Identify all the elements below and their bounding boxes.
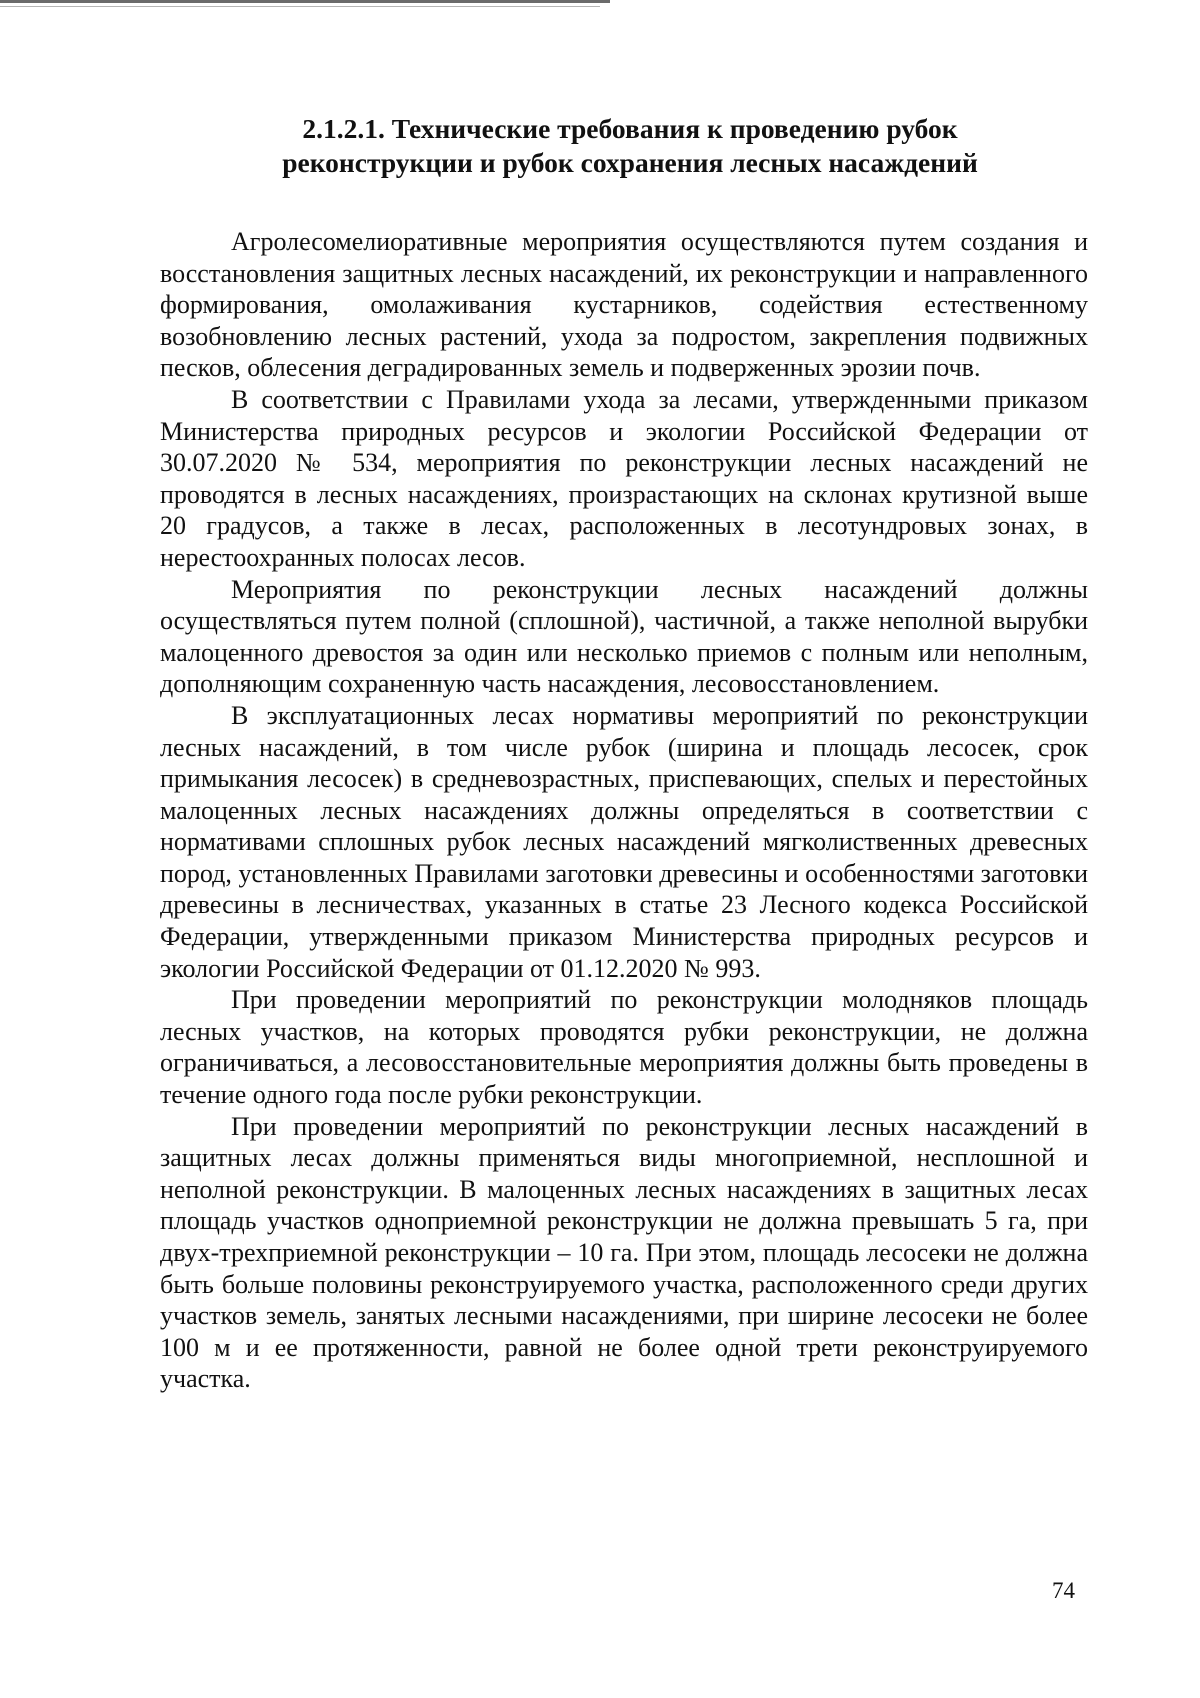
- paragraph-young-stands: При проведении мероприятий по реконструкции молодняков площадь лесных участков, на которых проводятся рубки реконструкции, не должна ограничиваться, а лесовосстановительные мероприятия должны быть проведены в течение одного года после рубки реконструкции.: [160, 985, 1088, 1110]
- paragraph-protective-forests: При проведении мероприятий по реконструкции лесных насаждений в защитных лесах должны применяться виды многоприемной, несплошной и неполной реконструкции. В малоценных лесных насаждениях в защитных лесах площадь участков одноприемной реконструкции не должна превышать 5 га, при двух-трехприемной реконструкции – 10 га. При этом, площадь лесосеки не должна быть больше половины реконструируемого участка, расположенного среди других участков земель, занятых лесными насаждениями, при ширине лесосеки не более 100 м и ее протяженности, равной не более одной трети реконструируемого участка.: [160, 1111, 1088, 1394]
- paragraph-exploitation-forests: В эксплуатационных лесах нормативы мероприятий по реконструкции лесных насаждений, в том числе рубок (ширина и площадь лесосек, срок примыкания лесосек) в средневозрастных, приспевающих, спелых и перестойных малоценных лесных насаждениях должны определяться в соответствии с нормативами сплошных рубок лесных насаждений мягколиственных древесных пород, установленных Правилами заготовки древесины и особенностями заготовки древесины в лесничествах, указанных в статье 23 Лесного кодекса Российской Федерации, утвержденными приказом Министерства природных ресурсов и экологии Российской Федерации от 01.12.2020 № 993.: [160, 700, 1088, 983]
- document-page: [160, 112, 1088, 1395]
- scan-edge-line: [0, 0, 610, 3]
- scan-edge-line-secondary: [0, 6, 600, 7]
- section-title-line-1: 2.1.2.1. Технические требования к проведению рубок: [302, 113, 958, 144]
- paragraph-reconstruction-methods: Мероприятия по реконструкции лесных насаждений должны осуществляться путем полной (сплошной), частичной, а также неполной вырубки малоценного древостоя за один или несколько приемов с полным или неполным, дополняющим сохраненную часть насаждения, лесовосстановлением.: [160, 574, 1088, 699]
- paragraph-care-rules: В соответствии с Правилами ухода за лесами, утвержденными приказом Министерства природных ресурсов и экологии Российской Федерации от 30.07.2020 № 534, мероприятия по реконструкции лесных насаждений не проводятся в лесных насаждениях, произрастающих на склонах крутизной выше 20 градусов, а также в лесах, расположенных в лесотундровых зонах, в нерестоохранных полосах лесов.: [160, 384, 1088, 572]
- section-title: [160, 112, 1088, 180]
- section-title-line-2: реконструкции и рубок сохранения лесных насаждений: [282, 147, 978, 178]
- paragraph-agroforestry: Агролесомелиоративные мероприятия осуществляются путем создания и восстановления защитных лесных насаждений, их реконструкции и направленного формирования, омолаживания кустарников, содействия естественному возобновлению лесных растений, ухода за подростом, закрепления подвижных песков, облесения деградированных земель и подверженных эрозии почв.: [160, 227, 1088, 383]
- page-number: 74: [1052, 1578, 1075, 1603]
